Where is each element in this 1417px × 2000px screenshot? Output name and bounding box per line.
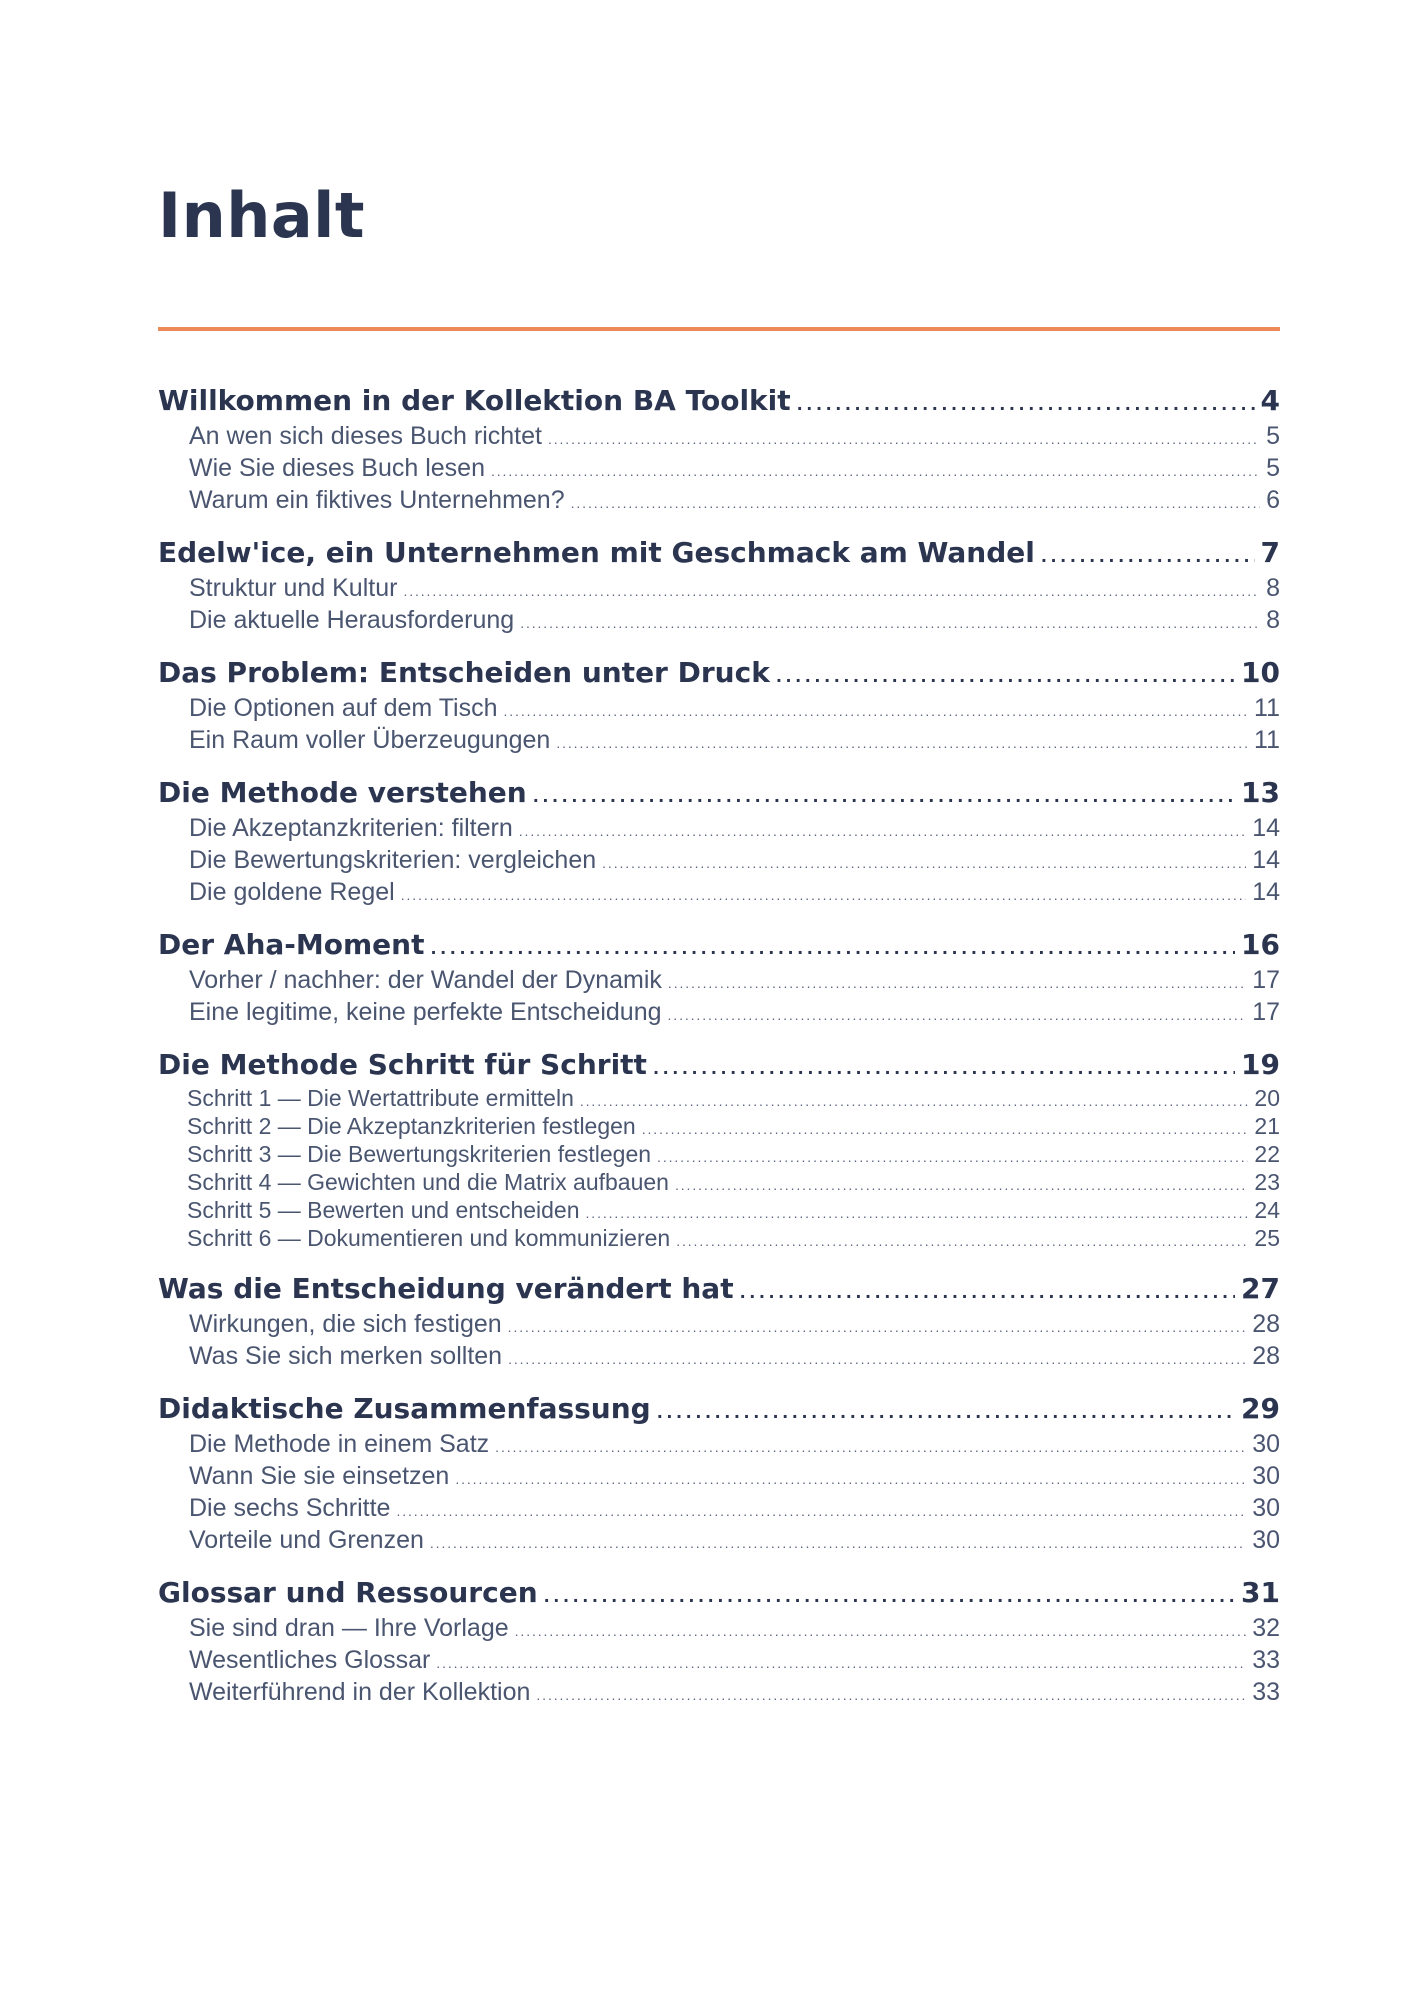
entry-title: Die Akzeptanzkriterien: filtern <box>189 814 513 842</box>
entry-title: Die Bewertungskriterien: vergleichen <box>189 846 597 874</box>
entry-title: Warum ein fiktives Unternehmen? <box>189 486 565 514</box>
toc-entry[interactable] <box>158 574 1280 606</box>
entry-title: Die Methode in einem Satz <box>189 1430 490 1458</box>
entry-page-number: 30 <box>1252 1494 1280 1522</box>
dot-leader <box>776 660 1235 694</box>
chapter-page-number: 19 <box>1241 1048 1280 1081</box>
toc-entry[interactable] <box>158 1086 1280 1114</box>
entry-title: Wie Sie dieses Buch lesen <box>189 454 485 482</box>
toc-entry[interactable] <box>158 486 1280 518</box>
toc-entry[interactable] <box>158 606 1280 638</box>
chapter-row[interactable] <box>158 928 1280 966</box>
toc-entry[interactable] <box>158 1226 1280 1254</box>
toc-entry[interactable] <box>158 1430 1280 1462</box>
entry-title: Schritt 3 — Die Bewertungskriterien festlegen <box>187 1141 652 1167</box>
dot-leader <box>495 1433 1246 1462</box>
dot-leader <box>548 425 1260 454</box>
entry-page-number: 11 <box>1254 726 1280 754</box>
chapter-row[interactable] <box>158 1048 1280 1086</box>
toc-entry[interactable] <box>158 726 1280 758</box>
toc-entry[interactable] <box>158 1342 1280 1374</box>
chapter-page-number: 27 <box>1241 1272 1280 1305</box>
toc-entry[interactable] <box>158 966 1280 998</box>
entry-page-number: 14 <box>1252 814 1280 842</box>
toc-entry[interactable] <box>158 814 1280 846</box>
dot-leader <box>675 1173 1248 1198</box>
dot-leader <box>491 457 1260 486</box>
entry-title: Wesentliches Glossar <box>189 1646 431 1674</box>
entry-page-number: 30 <box>1252 1430 1280 1458</box>
chapter-title: Didaktische Zusammenfassung <box>158 1392 651 1425</box>
dot-leader <box>740 1276 1235 1310</box>
entry-page-number: 17 <box>1252 966 1280 994</box>
entry-title: Weiterführend in der Kollektion <box>189 1678 531 1706</box>
dot-leader <box>657 1145 1248 1170</box>
chapter-row[interactable] <box>158 776 1280 814</box>
entry-page-number: 20 <box>1254 1085 1280 1111</box>
toc-entry[interactable] <box>158 878 1280 910</box>
dot-leader <box>676 1229 1248 1254</box>
toc-entry[interactable] <box>158 1198 1280 1226</box>
chapter-title: Glossar und Ressourcen <box>158 1576 538 1609</box>
dot-leader <box>519 817 1246 846</box>
toc-entry[interactable] <box>158 694 1280 726</box>
entry-page-number: 33 <box>1252 1646 1280 1674</box>
entry-title: Die Optionen auf dem Tisch <box>189 694 498 722</box>
entry-title: Struktur und Kultur <box>189 574 398 602</box>
toc-entry[interactable] <box>158 998 1280 1030</box>
chapter-title: Willkommen in der Kollektion BA Toolkit <box>158 384 791 417</box>
dot-leader <box>602 849 1246 878</box>
chapter-row[interactable] <box>158 1392 1280 1430</box>
entry-title: Schritt 4 — Gewichten und die Matrix aufbauen <box>187 1169 669 1195</box>
chapter-page-number: 13 <box>1241 776 1280 809</box>
toc-chapter <box>158 1272 1280 1374</box>
toc-entry[interactable] <box>158 1526 1280 1558</box>
chapter-page-number: 29 <box>1241 1392 1280 1425</box>
entry-page-number: 24 <box>1254 1197 1280 1223</box>
toc-chapter <box>158 1048 1280 1254</box>
toc-entry[interactable] <box>158 1114 1280 1142</box>
chapter-page-number: 7 <box>1260 536 1280 569</box>
dot-leader <box>653 1052 1235 1086</box>
dot-leader <box>536 1681 1246 1710</box>
dot-leader <box>508 1313 1247 1342</box>
entry-title: Wann Sie sie einsetzen <box>189 1462 450 1490</box>
dot-leader <box>668 1001 1247 1030</box>
entry-title: An wen sich dieses Buch richtet <box>189 422 542 450</box>
entry-page-number: 5 <box>1266 422 1280 450</box>
dot-leader <box>430 1529 1246 1558</box>
dot-leader <box>403 577 1260 606</box>
entry-page-number: 17 <box>1252 998 1280 1026</box>
dot-leader <box>544 1580 1235 1614</box>
dot-leader <box>1041 540 1255 574</box>
chapter-title: Das Problem: Entscheiden unter Druck <box>158 656 770 689</box>
toc-entry[interactable] <box>158 454 1280 486</box>
entry-title: Wirkungen, die sich festigen <box>189 1310 502 1338</box>
dot-leader <box>642 1117 1249 1142</box>
dot-leader <box>436 1649 1246 1678</box>
chapter-page-number: 4 <box>1260 384 1280 417</box>
dot-leader <box>556 729 1248 758</box>
chapter-title: Die Methode Schritt für Schritt <box>158 1048 647 1081</box>
entry-title: Die goldene Regel <box>189 878 395 906</box>
dot-leader <box>455 1465 1246 1494</box>
dot-leader <box>797 388 1255 422</box>
chapter-page-number: 16 <box>1241 928 1280 961</box>
entry-page-number: 8 <box>1266 574 1280 602</box>
entry-title: Ein Raum voller Überzeugungen <box>189 726 551 754</box>
chapter-title: Was die Entscheidung verändert hat <box>158 1272 734 1305</box>
entry-page-number: 23 <box>1254 1169 1280 1195</box>
entry-title: Die aktuelle Herausforderung <box>189 606 515 634</box>
chapter-page-number: 10 <box>1241 656 1280 689</box>
toc-entry[interactable] <box>158 1462 1280 1494</box>
toc-chapter <box>158 536 1280 638</box>
entry-title: Schritt 6 — Dokumentieren und kommunizieren <box>187 1225 671 1251</box>
dot-leader <box>668 969 1246 998</box>
entry-page-number: 14 <box>1252 878 1280 906</box>
entry-page-number: 6 <box>1266 486 1280 514</box>
entry-page-number: 5 <box>1266 454 1280 482</box>
table-of-contents <box>158 384 1280 1728</box>
dot-leader <box>533 780 1235 814</box>
entry-page-number: 25 <box>1254 1225 1280 1251</box>
entry-page-number: 32 <box>1252 1614 1280 1642</box>
dot-leader <box>580 1089 1249 1114</box>
entry-page-number: 30 <box>1252 1462 1280 1490</box>
toc-chapter <box>158 384 1280 518</box>
dot-leader <box>396 1497 1246 1526</box>
chapter-page-number: 31 <box>1241 1576 1280 1609</box>
toc-chapter <box>158 776 1280 910</box>
entry-title: Vorher / nachher: der Wandel der Dynamik <box>189 966 662 994</box>
chapter-row[interactable] <box>158 656 1280 694</box>
entry-page-number: 30 <box>1252 1526 1280 1554</box>
entry-title: Sie sind dran — Ihre Vorlage <box>189 1614 509 1642</box>
toc-entry[interactable] <box>158 422 1280 454</box>
toc-entry[interactable] <box>158 846 1280 878</box>
entry-page-number: 21 <box>1254 1113 1280 1139</box>
dot-leader <box>586 1201 1249 1226</box>
toc-entry[interactable] <box>158 1170 1280 1198</box>
dot-leader <box>571 489 1260 518</box>
entry-title: Schritt 1 — Die Wertattribute ermitteln <box>187 1085 574 1111</box>
chapter-row[interactable] <box>158 1576 1280 1614</box>
entry-title: Was Sie sich merken sollten <box>189 1342 503 1370</box>
toc-chapter <box>158 656 1280 758</box>
toc-entry[interactable] <box>158 1678 1280 1710</box>
entry-page-number: 8 <box>1266 606 1280 634</box>
entry-title: Schritt 5 — Bewerten und entscheiden <box>187 1197 580 1223</box>
toc-entry[interactable] <box>158 1646 1280 1678</box>
entry-title: Vorteile und Grenzen <box>189 1526 424 1554</box>
toc-chapter <box>158 1576 1280 1710</box>
entry-page-number: 28 <box>1252 1310 1280 1338</box>
chapter-title: Die Methode verstehen <box>158 776 527 809</box>
entry-page-number: 14 <box>1252 846 1280 874</box>
chapter-row[interactable] <box>158 1272 1280 1310</box>
dot-leader <box>657 1396 1235 1430</box>
dot-leader <box>520 609 1260 638</box>
entry-title: Eine legitime, keine perfekte Entscheidung <box>189 998 662 1026</box>
entry-page-number: 28 <box>1252 1342 1280 1370</box>
page-title: Inhalt <box>158 179 366 252</box>
chapter-title: Edelw'ice, ein Unternehmen mit Geschmack am Wandel <box>158 536 1035 569</box>
toc-entry[interactable] <box>158 1142 1280 1170</box>
entry-page-number: 22 <box>1254 1141 1280 1167</box>
entry-page-number: 11 <box>1254 694 1280 722</box>
dot-leader <box>431 932 1236 966</box>
title-divider <box>158 327 1280 331</box>
chapter-title: Der Aha-Moment <box>158 928 425 961</box>
dot-leader <box>401 881 1246 910</box>
toc-entry[interactable] <box>158 1614 1280 1646</box>
dot-leader <box>508 1345 1246 1374</box>
entry-page-number: 33 <box>1252 1678 1280 1706</box>
toc-entry[interactable] <box>158 1310 1280 1342</box>
toc-chapter <box>158 928 1280 1030</box>
entry-title: Schritt 2 — Die Akzeptanzkriterien festlegen <box>187 1113 636 1139</box>
chapter-row[interactable] <box>158 536 1280 574</box>
toc-chapter <box>158 1392 1280 1558</box>
entry-title: Die sechs Schritte <box>189 1494 391 1522</box>
toc-entry[interactable] <box>158 1494 1280 1526</box>
chapter-row[interactable] <box>158 384 1280 422</box>
dot-leader <box>515 1617 1247 1646</box>
dot-leader <box>504 697 1249 726</box>
